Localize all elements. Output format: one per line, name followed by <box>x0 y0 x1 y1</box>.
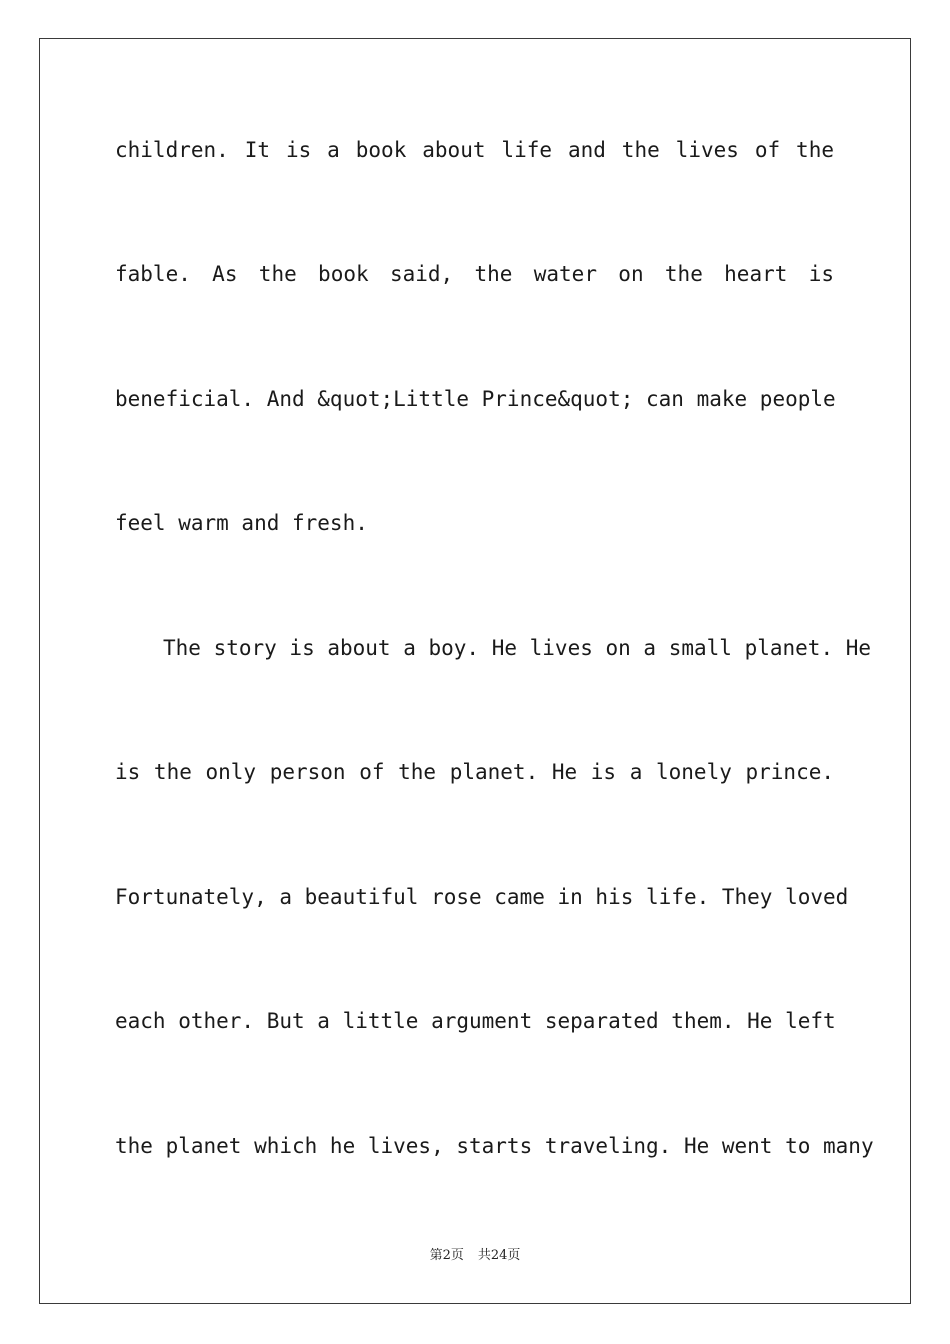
text-line: the planet which he lives, starts traveling. He went to many <box>115 1134 874 1158</box>
text-line: each other. But a little argument separated them. He left <box>115 1009 836 1033</box>
text-line: feel warm and fresh. <box>115 511 368 535</box>
text-line: is the only person of the planet. He is a lonely prince. <box>115 760 834 784</box>
paragraph-first-line: The story is about a boy. He lives on a small planet. He <box>163 636 872 660</box>
page-number: 第2页 <box>429 1248 464 1263</box>
text-line: Fortunately, a beautiful rose came in his life. They loved <box>115 885 849 909</box>
page-footer <box>0 1247 950 1265</box>
page-border <box>39 38 911 1304</box>
text-line: children. It is a book about life and the lives of the <box>115 138 834 162</box>
total-pages: 共24页 <box>477 1248 521 1263</box>
text-line: fable. As the book said, the water on the heart is <box>115 262 834 286</box>
text-line: beneficial. And &quot;Little Prince&quot; can make people <box>115 387 836 411</box>
